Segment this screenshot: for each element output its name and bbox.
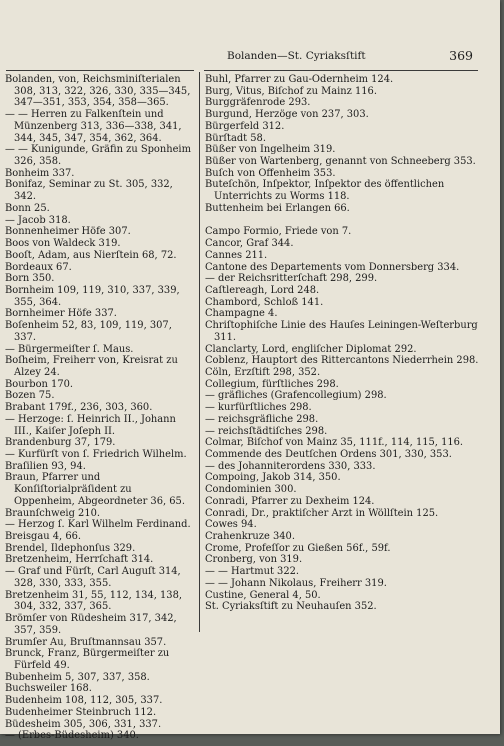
- index-entry: — reichsſtädtiſches 298.: [205, 425, 328, 437]
- index-entry: Crahenkruze 340.: [205, 531, 295, 543]
- column-divider: [199, 72, 200, 632]
- index-entry: Coblenz, Hauptort des Rittercantons Niederrhein 298.: [205, 355, 479, 367]
- index-entry: Brunck, Franz, Bürgermeiſter zu Fürfeld 49.: [5, 648, 170, 671]
- index-entry: Budenheimer Steinbruch 112.: [5, 706, 157, 718]
- index-entry: — — Kunigunde, Gräfin zu Sponheim 326, 358.: [5, 144, 191, 168]
- index-entry: — kurfürſtliches 298.: [205, 402, 312, 414]
- index-entry: Custine, General 4, 50.: [205, 589, 321, 601]
- index-entry: Bonheim 337.: [5, 167, 75, 179]
- index-entry: Commende des Deutſchen Ordens 301, 330, 353.: [205, 449, 452, 460]
- index-entry: Cowes 94.: [205, 519, 257, 531]
- index-entry: Chambord, Schloß 141.: [205, 296, 324, 308]
- index-entry: Colmar, Biſchof von Mainz 35, 111f., 114, 115, 116.: [205, 437, 464, 449]
- index-entry: Brabant 179f., 236, 303, 360.: [5, 402, 153, 414]
- index-entry: Conradi, Dr., praktiſcher Arzt in Wöllſtein 125.: [205, 507, 439, 519]
- index-entry: Cancor, Graf 344.: [205, 238, 294, 250]
- index-entry: Bolanden, von, Reichsminiſterialen 308, 313, 322, 326, 330, 335—345, 347—351, 353, 354, 358—365.: [5, 74, 191, 109]
- index-entry: — Bürgermeiſter ſ. Maus.: [5, 343, 134, 355]
- index-entry: Brömſer von Rüdesheim 317, 342, 357, 359.: [5, 613, 177, 636]
- index-entry: Cronberg, von 319.: [205, 554, 303, 566]
- index-entry: Cöln, Erzſtift 298, 352.: [205, 366, 321, 378]
- index-entry: — der Reichsritterſchaft 298, 299.: [205, 273, 378, 285]
- index-entry: Cannes 211.: [205, 249, 268, 261]
- index-entry: Bozen 75.: [5, 390, 55, 402]
- index-column-left: [5, 74, 193, 742]
- index-entry: Bordeaux 67.: [5, 261, 72, 273]
- index-entry: Braunſchweig 210.: [5, 507, 101, 519]
- index-entry: St. Cyriaksſtift zu Neuhauſen 352.: [205, 601, 377, 613]
- index-entry: Burggräfenrode 293.: [205, 97, 311, 109]
- index-entry: Buteſchön, Inſpektor, Inſpektor des öffentlichen Unterrichts zu Worms 118.: [205, 179, 445, 203]
- index-entry: Budenheim 108, 112, 305, 337.: [5, 695, 163, 707]
- index-entry: Clanclarty, Lord, engliſcher Diplomat 292.: [205, 343, 417, 355]
- index-entry: — Herzoge: ſ. Heinrich II., Johann III., Kaiſer Joſeph II.: [5, 413, 176, 437]
- index-entry: Boſheim, Freiherr von, Kreisrat zu Alzey 24.: [5, 355, 178, 378]
- index-entry: Bornheim 109, 119, 310, 337, 339, 355, 364.: [5, 284, 180, 308]
- index-entry: — (Erbes-Büdesheim) 340.: [5, 730, 139, 742]
- index-entry: Collegium, fürſtliches 298.: [205, 378, 339, 390]
- page-header: [205, 48, 485, 64]
- index-entry: — — Johann Nikolaus, Freiherr 319.: [205, 577, 387, 589]
- index-entry: Burg, Vitus, Biſchof zu Mainz 116.: [205, 85, 377, 97]
- index-entry: Buhl, Pfarrer zu Gau-Odernheim 124.: [205, 74, 394, 85]
- index-entry: Buſch von Offenheim 353.: [205, 167, 336, 179]
- index-entry: Bornheimer Höfe 337.: [5, 308, 117, 320]
- index-entry: Burgund, Herzöge von 237, 303.: [205, 109, 369, 121]
- index-entry: Campo Formio, Friede von 7.: [205, 226, 352, 238]
- entry-gap: [205, 215, 483, 227]
- header-rule-right: [204, 70, 478, 71]
- index-entry: Conradi, Pfarrer zu Dexheim 124.: [205, 495, 375, 507]
- index-entry: Bürſtadt 58.: [205, 132, 266, 144]
- index-entry: Braun, Pfarrer und Konſiſtorialpräſident zu Oppenheim, Abgeordneter 36, 65.: [5, 472, 185, 507]
- index-entry: Buchsweiler 168.: [5, 683, 92, 695]
- index-entry: Bourbon 170.: [5, 378, 74, 390]
- index-entry: Compoing, Jakob 314, 350.: [205, 472, 341, 484]
- index-entry: Brendel, Ildephonſus 329.: [5, 542, 136, 554]
- index-entry: Cantone des Departements vom Donnersberg 334.: [205, 261, 460, 273]
- index-entry: — des Johanniterordens 330, 333.: [205, 460, 376, 472]
- index-entry: Bonn 25.: [5, 202, 50, 214]
- index-entry: Boos von Waldeck 319.: [5, 238, 121, 250]
- running-title: Bolanden—St. Cyriaksſtift: [227, 50, 366, 62]
- index-entry: — Herzog ſ. Karl Wilhelm Ferdinand.: [5, 519, 191, 531]
- index-entry: Champagne 4.: [205, 308, 278, 320]
- index-entry: Braſilien 93, 94.: [5, 460, 86, 472]
- index-entry: Bonifaz, Seminar zu St. 305, 332, 342.: [5, 179, 173, 203]
- index-entry: Buttenheim bei Erlangen 66.: [205, 202, 350, 214]
- index-entry: Breisgau 4, 66.: [5, 531, 82, 543]
- index-entry: — — Herren zu Falkenſtein und Münzenberg 313, 336—338, 341, 344, 345, 347, 354, 362, 364.: [5, 109, 182, 144]
- index-entry: — reichsgräfliche 298.: [205, 413, 319, 425]
- index-entry: Born 350.: [5, 273, 55, 285]
- index-entry: Büdesheim 305, 306, 331, 337.: [5, 718, 162, 730]
- index-entry: Condominien 300.: [205, 484, 297, 496]
- header-rule-left: [6, 70, 194, 71]
- index-entry: Büßer von Ingelheim 319.: [205, 144, 336, 156]
- index-entry: Crome, Profeſſor zu Gießen 56f., 59f.: [205, 542, 391, 554]
- index-entry: Boſenheim 52, 83, 109, 119, 307, 337.: [5, 320, 172, 343]
- index-entry: — Kurfürſt von ſ. Friedrich Wilhelm.: [5, 449, 187, 460]
- index-entry: Bubenheim 5, 307, 337, 358.: [5, 671, 150, 683]
- index-entry: — Graf und Fürſt, Carl Auguſt 314, 328, 330, 333, 355.: [5, 566, 181, 589]
- index-entry: — — Hartmut 322.: [205, 566, 300, 578]
- index-entry: Bretzenheim 31, 55, 112, 134, 138, 304, 332, 337, 365.: [5, 589, 182, 613]
- index-entry: Caſtlereagh, Lord 248.: [205, 284, 320, 296]
- index-entry: — gräfliches (Grafencollegium) 298.: [205, 390, 387, 402]
- index-entry: Booſt, Adam, aus Nierſtein 68, 72.: [5, 249, 177, 261]
- index-entry: Bonnenheimer Höfe 307.: [5, 226, 131, 238]
- index-entry: — Jacob 318.: [5, 214, 71, 226]
- index-entry: Bretzenheim, Herrſchaft 314.: [5, 554, 154, 566]
- page-number: 369: [449, 48, 473, 63]
- index-entry: Büßer von Wartenberg, genannt von Schneeberg 353.: [205, 156, 476, 168]
- index-entry: Brumſer Au, Bruſtmannsau 357.: [5, 636, 167, 648]
- index-entry: Brandenburg 37, 179.: [5, 437, 116, 449]
- index-entry: Chriſtophiſche Linie des Hauſes Leiningen-Weſterburg 311.: [205, 320, 478, 343]
- index-column-right: [205, 74, 483, 613]
- index-entry: Bürgerfeld 312.: [205, 120, 285, 132]
